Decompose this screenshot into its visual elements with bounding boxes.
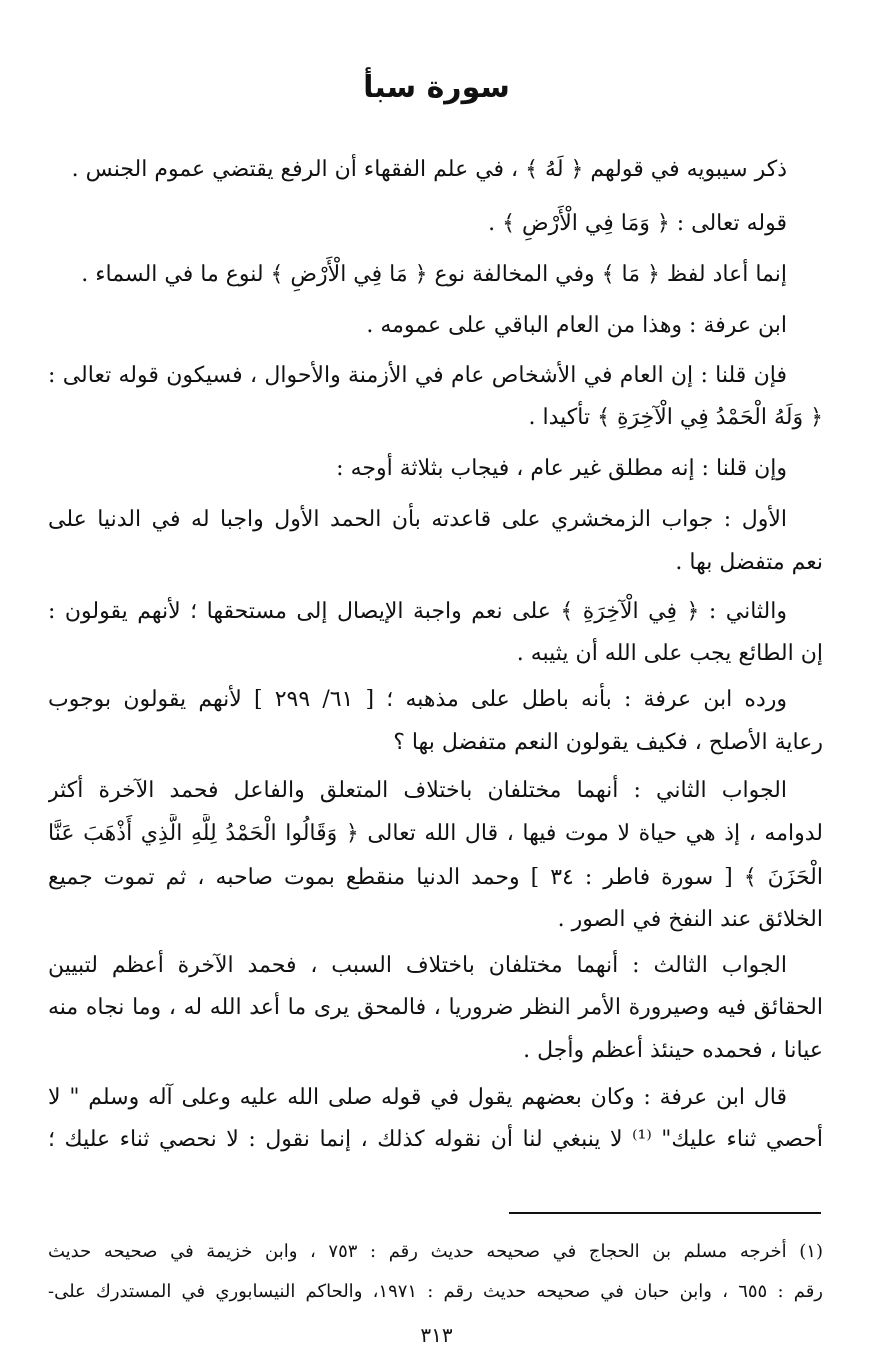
text-line: ابن عرفة : وهذا من العام الباقي على عمومه . [366,313,787,338]
text-line: لدوامه ، إذ هي حياة لا موت فيها ، قال الله تعالى ﴿ وَقَالُوا الْحَمْدُ لِلَّهِ الَّذِي أَذْهَبَ عَنَّا [48,821,823,846]
text-line: الحقائق فيه وصيرورة الأمر النظر ضروريا ، فالمحق يرى ما أعد الله له ، وما نجاه منه [48,995,823,1020]
text-line: الْحَزَنَ ﴾ [ سورة فاطر : ٣٤ ] وحمد الدنيا منقطع بموت صاحبه ، ثم تموت جميع [48,865,823,890]
surah-title: سورة سبأ [363,70,510,105]
text-line: عيانا ، فحمده حينئذ أعظم وأجل . [523,1038,823,1063]
text-line: رعاية الأصلح ، فكيف يقولون النعم متفضل بها ؟ [393,730,823,755]
footnote-line: رقم : ٦٥٥ ، وابن حبان في صحيحه حديث رقم : ١٩٧١، والحاكم النيسابوري في المستدرك على- [48,1281,823,1302]
text-line: ذكر سيبويه في قولهم ﴿ لَهُ ﴾ ، في علم الفقهاء أن الرفع يقتضي عموم الجنس . [71,157,787,182]
text-line: إنما أعاد لفظ ﴿ مَا ﴾ وفي المخالفة نوع ﴿ مَا فِي الْأَرْضِ ﴾ لنوع ما في السماء . [81,262,787,287]
text-line: والثاني : ﴿ فِي الْآخِرَةِ ﴾ على نعم واجبة الإيصال إلى مستحقها ؛ لأنهم يقولون : [48,599,787,624]
text-line: نعم متفضل بها . [675,550,823,575]
text-line: أحصي ثناء عليك" ⁽¹⁾ لا ينبغي لنا أن نقوله كذلك ، إنما نقول : لا نحصي ثناء عليك ؛ [48,1127,823,1152]
text-line: فإن قلنا : إن العام في الأشخاص عام في الأزمنة والأحوال ، فسيكون قوله تعالى : [48,363,787,388]
text-line: إن الطائع يجب على الله أن يثيبه . [516,641,823,666]
text-line: الجواب الثاني : أنهما مختلفان باختلاف المتعلق والفاعل فحمد الآخرة أكثر [48,778,787,803]
page-number: ٣١٣ [420,1323,453,1347]
text-line: ورده ابن عرفة : بأنه باطل على مذهبه ؛ [ ٦١/ ٢٩٩ ] لأنهم يقولون بوجوب [48,687,787,712]
text-line: قوله تعالى : ﴿ وَمَا فِي الْأَرْضِ ﴾ . [488,211,787,236]
text-line: ﴿ وَلَهُ الْحَمْدُ فِي الْآخِرَةِ ﴾ تأكيدا . [528,405,823,430]
text-line: الخلائق عند النفخ في الصور . [557,907,823,932]
footnote-line: (١) أخرجه مسلم بن الحجاج في صحيحه حديث رقم : ٧٥٣ ، وابن خزيمة في صحيحه حديث [48,1241,823,1262]
footnote-separator [509,1212,821,1214]
text-line: الجواب الثالث : أنهما مختلفان باختلاف السبب ، فحمد الآخرة أعظم لتبيين [48,953,787,978]
text-line: الأول : جواب الزمخشري على قاعدته بأن الحمد الأول واجبا له في الدنيا على [48,507,787,532]
text-line: وإن قلنا : إنه مطلق غير عام ، فيجاب بثلاثة أوجه : [336,456,787,481]
text-line: قال ابن عرفة : وكان بعضهم يقول في قوله صلى الله عليه وعلى آله وسلم " لا [48,1085,787,1110]
